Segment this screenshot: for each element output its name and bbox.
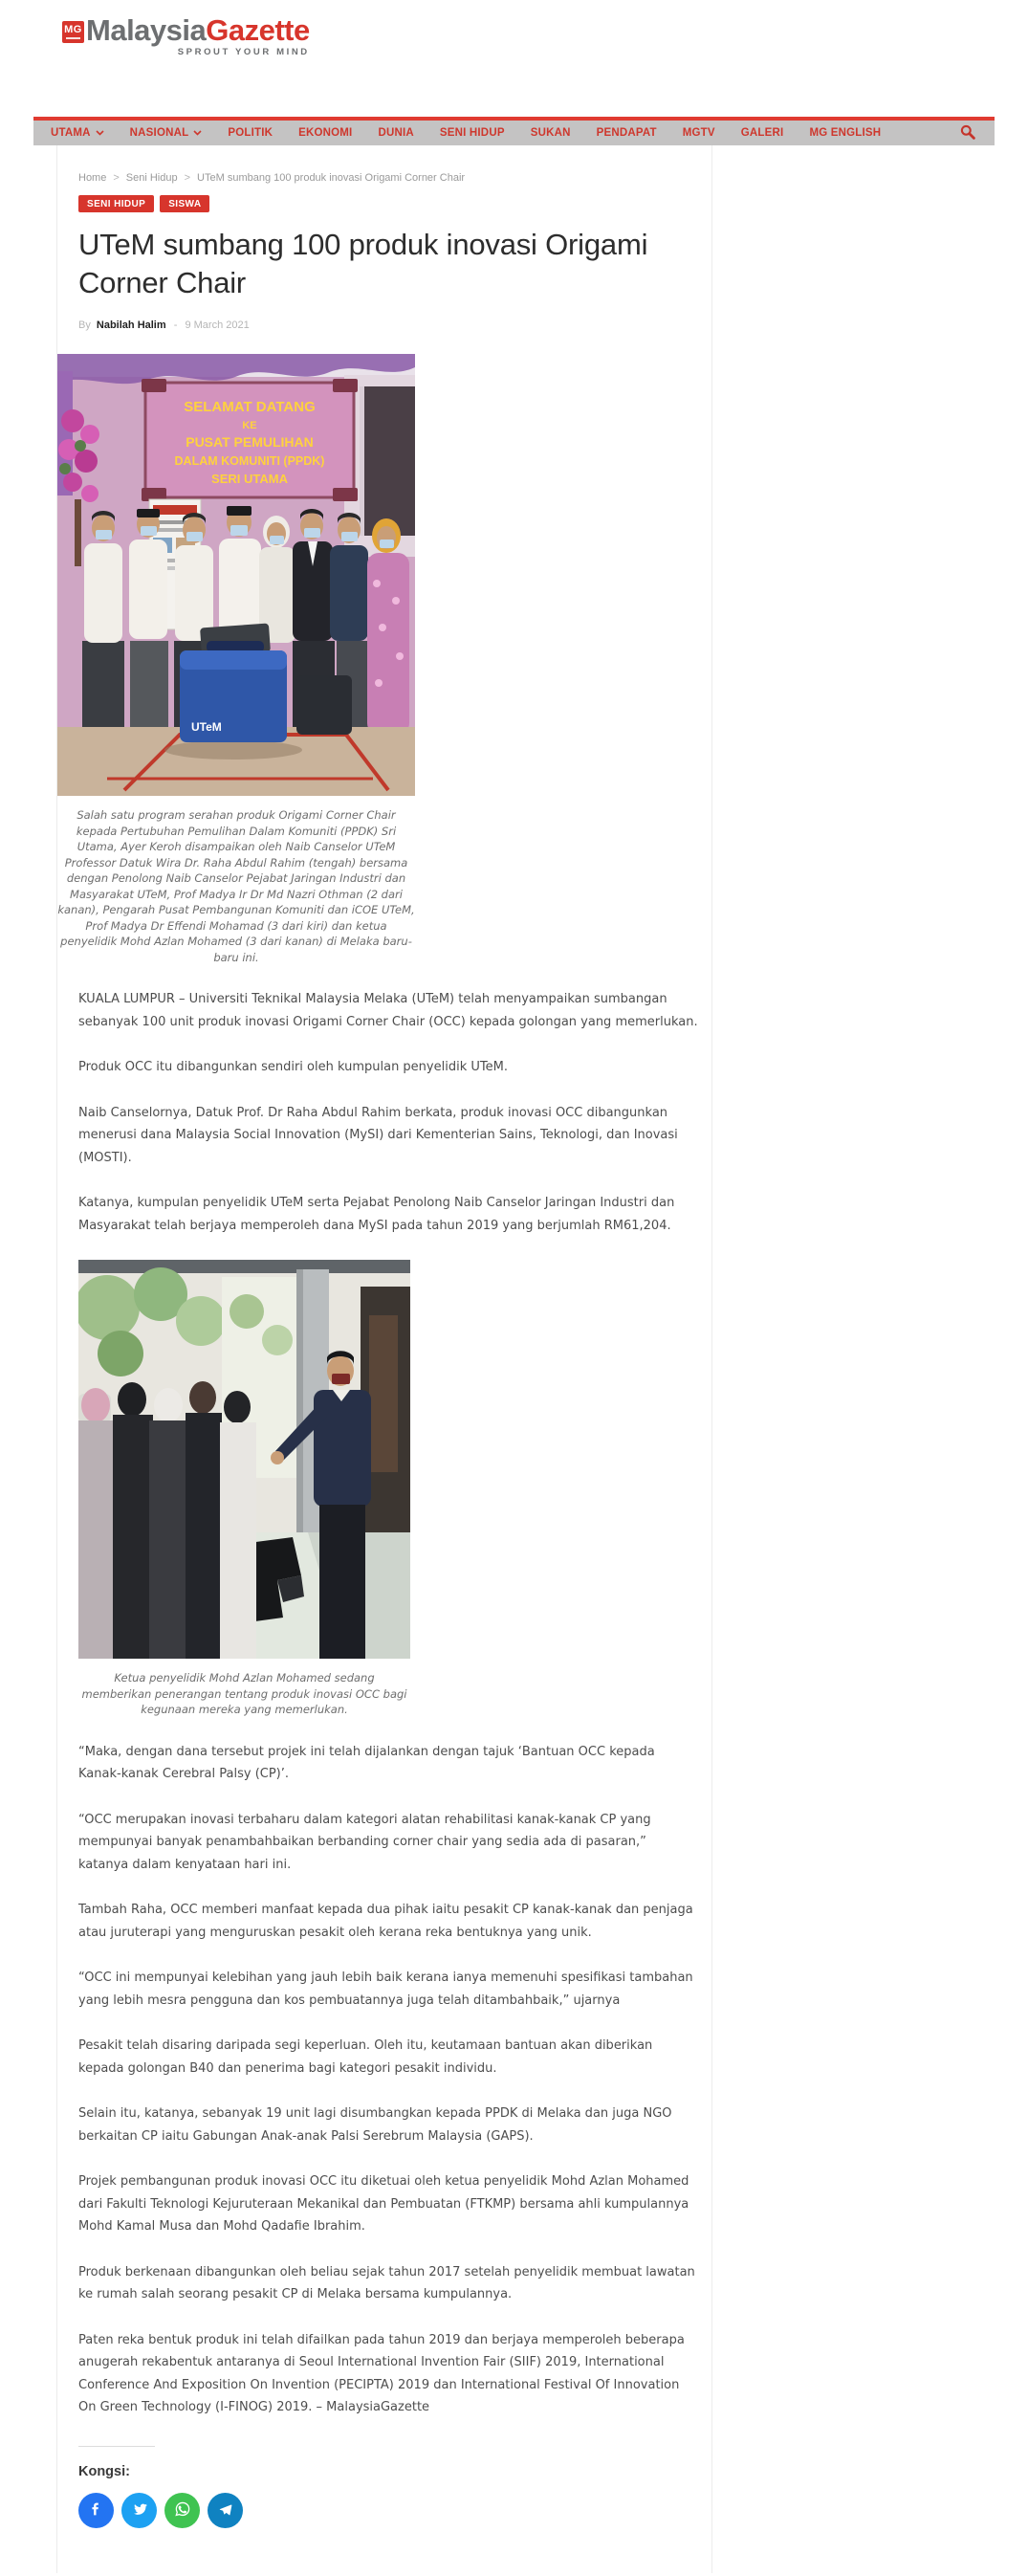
- paragraph: “Maka, dengan dana tersebut projek ini telah dijalankan dengan tajuk ‘Bantuan OCC kepada Kanak-kanak Cerebral Palsy (CP)’.: [78, 1744, 655, 1781]
- paragraph: KUALA LUMPUR – Universiti Teknikal Malaysia Melaka (UTeM) telah menyampaikan sumbangan sebanyak 100 unit produk inovasi Origami Corner Chair (OCC) kepada golongan yang memerlukan.: [78, 992, 698, 1029]
- article-image-2-illustration: [78, 1260, 410, 1659]
- share-section: [78, 2446, 711, 2528]
- paragraph: Selain itu, katanya, sebanyak 19 unit lagi disumbangkan kepada PPDK di Melaka dan juga NGO berkaitan CP iaitu Gabungan Anak-anak Palsi Serebrum Malaysia (GAPS).: [78, 2106, 672, 2144]
- nav-item-galeri[interactable]: [741, 127, 784, 139]
- featured-image: [57, 354, 415, 965]
- nav-item-utama[interactable]: [51, 127, 104, 139]
- chevron-down-icon: [193, 127, 202, 139]
- main-nav: [33, 117, 995, 145]
- nav-item-mg-english[interactable]: [809, 127, 881, 139]
- article-body-1: [78, 988, 711, 1237]
- nav-item-nasional[interactable]: [130, 127, 203, 139]
- logo-part-malaysia: Malaysia: [86, 13, 207, 47]
- box-label: UTeM: [191, 720, 222, 734]
- nav-item-mgtv[interactable]: [683, 127, 715, 139]
- paragraph: “OCC merupakan inovasi terbaharu dalam kategori alatan rehabilitasi kanak-kanak CP yang mempunyai banyak penambahbaikan berbanding corner chair yang sedia ada di pasaran,” katanya dalam kenyataan hari ini.: [78, 1812, 651, 1872]
- share-facebook-button[interactable]: [78, 2493, 114, 2528]
- chevron-down-icon: [96, 127, 104, 139]
- paragraph: “OCC ini mempunyai kelebihan yang jauh lebih baik kerana ianya memenuhi spesifikasi tambahan yang lebih mesra pengguna dan kos pembuatannya juga telah ditambahbaik,” ujarnya: [78, 1971, 693, 2008]
- nav-label: PENDAPAT: [596, 127, 657, 139]
- nav-label: MGTV: [682, 127, 715, 139]
- share-twitter-button[interactable]: [121, 2493, 157, 2528]
- telegram-icon-button[interactable]: [208, 2493, 243, 2528]
- banner-line-3: PUSAT PEMULIHAN: [186, 434, 314, 450]
- nav-label: SENI HIDUP: [439, 127, 505, 139]
- nav-label: UTAMA: [51, 127, 91, 139]
- nav-label: GALERI: [740, 127, 784, 139]
- twitter-icon: [130, 2499, 149, 2521]
- nav-item-sukan[interactable]: [531, 127, 571, 139]
- page: [33, 0, 995, 2573]
- nav-label: MG ENGLISH: [809, 127, 882, 139]
- breadcrumb: [78, 172, 711, 184]
- nav-label: DUNIA: [378, 127, 414, 139]
- search-icon: [960, 124, 975, 143]
- photo1-welcome-banner: [142, 379, 358, 501]
- tag-siswa[interactable]: SISWA: [160, 195, 209, 212]
- nav-item-pendapat[interactable]: [597, 127, 657, 139]
- breadcrumb-separator: >: [184, 172, 191, 184]
- nav-item-politik[interactable]: [228, 127, 273, 139]
- paragraph: Pesakit telah disaring daripada segi keperluan. Oleh itu, keutamaan bantuan akan diberikan kepada golongan B40 dan penerima bagi kategori pesakit individu.: [78, 2038, 653, 2076]
- share-label: Kongsi:: [78, 2463, 130, 2479]
- logo-text: [86, 15, 310, 57]
- banner-line-4: DALAM KOMUNITI (PPDK): [174, 454, 325, 468]
- breadcrumb-home[interactable]: Home: [78, 172, 107, 184]
- logo-part-gazette: Gazette: [206, 13, 310, 47]
- search-button[interactable]: [958, 122, 977, 144]
- mg-logo-icon: [62, 21, 84, 43]
- nav-label: EKONOMI: [298, 127, 353, 139]
- page-title: UTeM sumbang 100 produk inovasi Origami Corner Chair: [78, 228, 648, 299]
- facebook-icon: [87, 2499, 106, 2521]
- whatsapp-icon-button[interactable]: [164, 2493, 200, 2528]
- breadcrumb-seni-hidup[interactable]: Seni Hidup: [125, 172, 178, 184]
- whatsapp-icon: [173, 2499, 192, 2521]
- logo-tagline: SPROUT YOUR MIND: [177, 47, 310, 57]
- nav-label: NASIONAL: [129, 127, 189, 139]
- site-logo[interactable]: [62, 15, 320, 57]
- byline: [78, 319, 711, 331]
- paragraph: Produk berkenaan dibangunkan oleh beliau sejak tahun 2017 setelah penyelidik membuat lawatan ke rumah salah seorang pesakit CP di Melaka bersama kumpulannya.: [78, 2264, 695, 2301]
- banner-line-5: SERI UTAMA: [211, 472, 288, 486]
- image-caption: Salah satu program serahan produk Origami Corner Chair kepada Pertubuhan Pemulihan Dalam Komuniti (PPDK) Sri Utama, Ayer Keroh disampaikan oleh Naib Canselor UTeM Professor Datuk Wira Dr. Raha Abdul Rahim (tengah) bersama dengan Penolong Naib Canselor Pejabat Jaringan Industri dan Masyarakat UTeM, Prof Madya Ir Dr Md Nazri Othman (2 dari kanan), Pengarah Pusat Pembangunan Komuniti dan iCOE UTeM, Prof Madya Dr Effendi Mohamad (3 dari kiri) dan ketua penyelidik Mohd Azlan Mohamed (3 dari kanan) di Melaka baru-baru ini.: [57, 808, 415, 964]
- tag-seni-hidup[interactable]: SENI HIDUP: [78, 195, 154, 212]
- paragraph: Naib Canselornya, Datuk Prof. Dr Raha Abdul Rahim berkata, produk inovasi OCC dibangunkan menerusi dana Malaysia Social Innovation (MySI) dari Kementerian Sains, Teknologi, dan Inovasi (MOSTI).: [78, 1105, 678, 1165]
- site-header: [33, 0, 995, 117]
- banner-line-2: KE: [242, 420, 257, 431]
- paragraph: Produk OCC itu dibangunkan sendiri oleh kumpulan penyelidik UTeM.: [78, 1060, 508, 1074]
- paragraph: Projek pembangunan produk inovasi OCC itu diketuai oleh ketua penyelidik Mohd Azlan Mohamed dari Fakulti Teknologi Kejuruteraan Mekanikal dan Pembuatan (FTKMP) bersama ahli kumpulannya Mohd Kamal Musa dan Mohd Qadafie Ibrahim.: [78, 2174, 689, 2234]
- image-caption: Ketua penyelidik Mohd Azlan Mohamed sedang memberikan penerangan tentang produk inovasi OCC bagi kegunaan mereka yang memerlukan.: [81, 1671, 407, 1716]
- paragraph: Katanya, kumpulan penyelidik UTeM serta Pejabat Penolong Naib Canselor Jaringan Industri dan Masyarakat telah berjaya memperoleh dana MySI pada tahun 2019 yang berjumlah RM61,204.: [78, 1196, 675, 1233]
- telegram-icon: [216, 2499, 235, 2521]
- logo-wordmark: [86, 15, 310, 46]
- content-area: [33, 145, 995, 2573]
- mg-logo-bar: [66, 37, 80, 39]
- author-link[interactable]: Nabilah Halim: [96, 319, 166, 331]
- featured-image-illustration: [57, 354, 415, 796]
- paragraph: Paten reka bentuk produk ini telah difailkan pada tahun 2019 dan berjaya memperoleh beberapa anugerah rekabentuk antaranya di Seoul International Invention Fair (SIIF) 2019, International Conference And Exposition On Invention (PECIPTA) 2019 dan International Festival Of Innovation On Green Technology (I-FINOG) 2019. – MalaysiaGazette: [78, 2332, 685, 2414]
- byline-separator: -: [173, 319, 178, 331]
- article-column: [56, 145, 712, 2573]
- article-body-2: [78, 1741, 711, 2419]
- share-buttons: [78, 2493, 711, 2528]
- nav-label: SUKAN: [530, 127, 571, 139]
- nav-item-dunia[interactable]: [378, 127, 413, 139]
- share-divider: [78, 2446, 155, 2447]
- nav-item-seni-hidup[interactable]: [440, 127, 505, 139]
- nav-label: POLITIK: [228, 127, 273, 139]
- article-date: 9 March 2021: [185, 319, 250, 331]
- nav-item-ekonomi[interactable]: [298, 127, 352, 139]
- banner-line-1: SELAMAT DATANG: [184, 399, 316, 415]
- tag-list: [78, 195, 711, 212]
- article-image-2: [78, 1260, 410, 1718]
- breadcrumb-current: UTeM sumbang 100 produk inovasi Origami Corner Chair: [197, 172, 466, 184]
- byline-prefix: By: [78, 319, 91, 331]
- breadcrumb-separator: >: [113, 172, 120, 184]
- paragraph: Tambah Raha, OCC memberi manfaat kepada dua pihak iaitu pesakit CP kanak-kanak dan penjaga atau juruterapi yang menguruskan pesakit oleh kerana reka bentuknya yang unik.: [78, 1903, 693, 1940]
- mg-logo-letters: MG: [64, 24, 82, 35]
